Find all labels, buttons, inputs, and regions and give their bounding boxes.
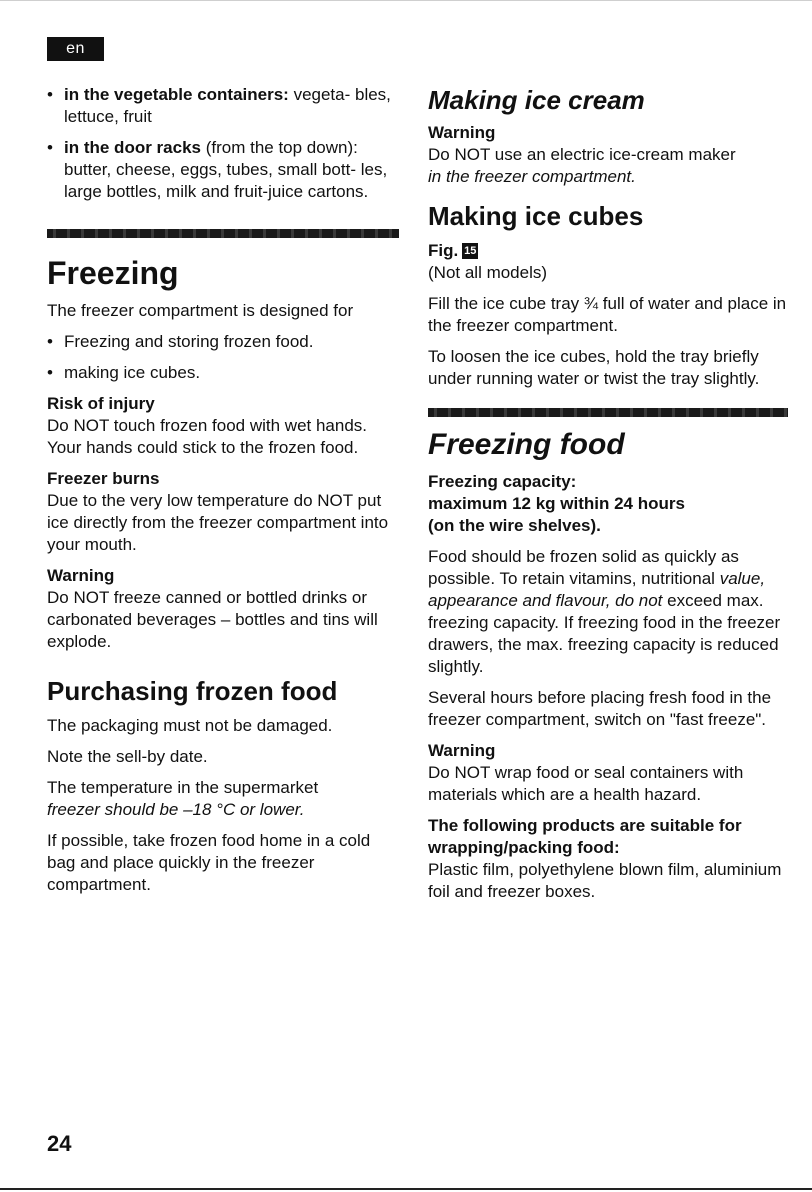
section-title-ice-cream: Making ice cream xyxy=(428,85,645,115)
bullet-bold-label: in the door racks xyxy=(64,138,201,157)
risk-of-injury-text: Do NOT touch frozen food with wet hands. Your hands could stick to the frozen food. xyxy=(47,416,368,457)
capacity-line: (on the wire shelves). xyxy=(428,516,601,535)
freezing-intro: The freezer compartment is designed for xyxy=(47,301,354,320)
paragraph-text: Food should be frozen solid as quickly as possible. To retain vitamins, nutritional xyxy=(428,547,739,588)
capacity-line: Freezing capacity: xyxy=(428,472,577,491)
freezer-burns-heading: Freezer burns xyxy=(47,469,160,488)
bullet-door-racks xyxy=(47,137,399,203)
warning-heading: Warning xyxy=(428,123,496,142)
warning-heading: Warning xyxy=(47,566,115,585)
bullet-vegetable-containers xyxy=(47,84,399,128)
ice-cream-warning-text xyxy=(428,144,788,188)
left-column xyxy=(47,84,399,905)
freezer-burns-text: Due to the very low temperature do NOT put ice directly from the freezer compartment into your mouth. xyxy=(47,491,389,554)
suitable-products-heading: The following products are suitable for wrapping/packing food: xyxy=(428,816,742,857)
paragraph-text: exceed max. freezing capacity. If freezing food in the freezer drawers, the max. freezing capacity is reduced slightly. xyxy=(428,591,781,676)
warning-line: Do NOT use an electric ice-cream maker xyxy=(428,145,736,164)
bullet-text: (from the top down): butter, cheese, eggs, tubes, small bott- les, large bottles, milk and fruit-juice cartons. xyxy=(64,138,388,201)
warning-text: Do NOT wrap food or seal containers with materials which are a health hazard. xyxy=(428,763,744,804)
freezing-food-paragraph: Several hours before placing fresh food in the freezer compartment, switch on "fast freeze". xyxy=(428,688,772,729)
ice-cubes-paragraph: Fill the ice cube tray ¾ full of water and place in the freezer compartment. xyxy=(428,294,787,335)
warning-text: Do NOT freeze canned or bottled drinks or carbonated beverages – bottles and tins will explode. xyxy=(47,588,378,651)
purchasing-text: The temperature in the supermarket xyxy=(47,778,319,797)
freezing-bullet: • making ice cubes. xyxy=(47,362,399,384)
section-title-freezing-food: Freezing food xyxy=(428,428,625,461)
freezing-food-paragraph xyxy=(428,546,788,678)
suitable-products-text: Plastic film, polyethylene blown film, aluminium foil and freezer boxes. xyxy=(428,860,782,901)
page-number: 24 xyxy=(47,1131,72,1156)
purchasing-paragraph: Note the sell-by date. xyxy=(47,747,208,766)
section-divider xyxy=(428,408,788,417)
figure-label: Fig. xyxy=(428,241,459,260)
section-title-ice-cubes: Making ice cubes xyxy=(428,201,644,231)
section-title-freezing: Freezing xyxy=(47,255,179,291)
warning-line-italic: in the freezer compartment. xyxy=(428,167,636,186)
figure-number-badge: 15 xyxy=(464,245,477,257)
top-rule xyxy=(0,0,812,1)
bullet-bold-label: in the vegetable containers: xyxy=(64,85,289,104)
bottom-rule xyxy=(0,1188,812,1190)
ice-cubes-paragraph: To loosen the ice cubes, hold the tray briefly under running water or twist the tray slightly. xyxy=(428,347,760,388)
bullet-text: vegeta- bles, lettuce, fruit xyxy=(64,85,391,126)
purchasing-paragraph: The packaging must not be damaged. xyxy=(47,716,333,735)
section-divider xyxy=(47,229,399,238)
freezing-bullet: • Freezing and storing frozen food. xyxy=(47,331,399,353)
language-badge: en xyxy=(47,37,104,61)
purchasing-text-italic: freezer should be –18 °C or lower. xyxy=(47,800,305,819)
paragraph-text-italic: value, appearance and flavour, do not xyxy=(428,569,766,610)
section-title-purchasing: Purchasing frozen food xyxy=(47,676,338,706)
warning-heading: Warning xyxy=(428,741,496,760)
capacity-line: maximum 12 kg within 24 hours xyxy=(428,494,685,513)
purchasing-paragraph xyxy=(47,777,399,821)
risk-of-injury-heading: Risk of injury xyxy=(47,394,155,413)
figure-reference xyxy=(428,240,788,262)
purchasing-paragraph: If possible, take frozen food home in a cold bag and place quickly in the freezer compartment. xyxy=(47,831,371,894)
right-column xyxy=(428,84,788,912)
models-note: (Not all models) xyxy=(428,263,548,282)
